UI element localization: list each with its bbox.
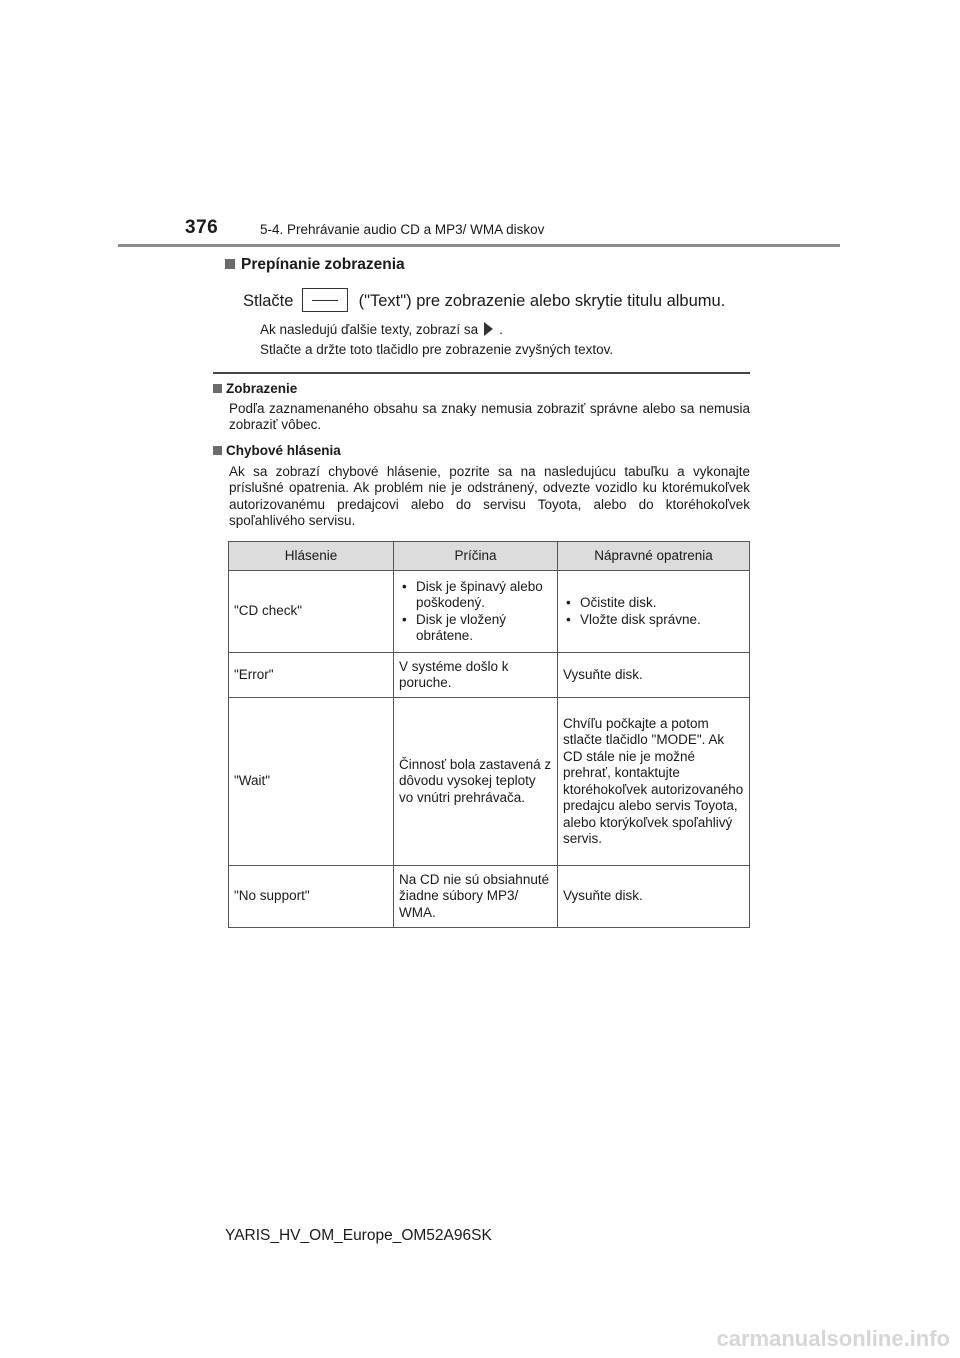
heading-display-text: Zobrazenie [226, 381, 298, 396]
cell-message: "Error" [229, 653, 394, 698]
note-line-1-after: . [499, 322, 503, 337]
cell-cause [394, 571, 558, 653]
header-remedy: Nápravné opatrenia [558, 542, 750, 571]
list-item: • Vložte disk správne. [563, 612, 744, 629]
note-line-2: Stlačte a držte toto tlačidlo pre zobrazenie zvyšných textov. [260, 342, 614, 357]
cell-remedy [558, 571, 750, 653]
cell-message: "Wait" [229, 698, 394, 866]
press-instruction [243, 288, 725, 312]
square-bullet-icon [213, 446, 222, 455]
note-line-1-before: Ak nasledujú ďalšie texty, zobrazí sa [260, 322, 479, 337]
cell-remedy: Vysuňte disk. [558, 866, 750, 928]
list-item: • Disk je vložený obrátene. [399, 612, 552, 645]
list-item: • Očistite disk. [563, 595, 744, 612]
triangle-right-icon [484, 322, 493, 336]
display-paragraph: Podľa zaznamenaného obsahu sa znaky nemusia zobraziť správne alebo sa nemusia zobraziť vôbec. [229, 401, 750, 433]
cell-message: "CD check" [229, 571, 394, 653]
header-rule [118, 244, 840, 247]
table-row [229, 698, 750, 866]
list-item: • Disk je špinavý alebo poškodený. [399, 579, 552, 612]
section-divider [213, 372, 750, 374]
text-button-icon [302, 288, 348, 312]
table-row [229, 571, 750, 653]
cell-cause: Činnosť bola zastavená z dôvodu vysokej teploty vo vnútri prehrávača. [394, 698, 558, 866]
header-message: Hlásenie [229, 542, 394, 571]
table-header-row [229, 542, 750, 571]
heading-display-switch-text: Prepínanie zobrazenia [241, 256, 405, 273]
heading-display [213, 381, 297, 396]
section-title: 5-4. Prehrávanie audio CD a MP3/ WMA diskov [260, 222, 545, 237]
header-cause: Príčina [394, 542, 558, 571]
cell-cause: Na CD nie sú obsiahnuté žiadne súbory MP3/ WMA. [394, 866, 558, 928]
note-line-1 [260, 322, 503, 337]
square-bullet-icon [213, 384, 222, 393]
square-bullet-icon [225, 259, 235, 269]
table-row [229, 866, 750, 928]
cell-cause: V systéme došlo k poruche. [394, 653, 558, 698]
heading-errors [213, 443, 341, 458]
press-before: Stlačte [243, 292, 294, 310]
heading-display-switch [225, 256, 405, 274]
cell-message: "No support" [229, 866, 394, 928]
page-number: 376 [185, 217, 219, 238]
cell-remedy: Vysuňte disk. [558, 653, 750, 698]
error-table [228, 541, 750, 928]
errors-paragraph: Ak sa zobrazí chybové hlásenie, pozrite sa na nasledujúcu tabuľku a vykonajte príslušné opatrenia. Ak problém nie je odstránený, odvezte vozidlo ku ktorémukoľvek autorizovanému predajcovi alebo do servisu Toyota, alebo do ktoréhokoľvek spoľahlivého servisu. [229, 464, 750, 528]
cell-remedy: Chvíľu počkajte a potom stlačte tlačidlo "MODE". Ak CD stále nie je možné prehrať, kontaktujte ktoréhokoľvek autorizovaného predajcu alebo servis Toyota, alebo ktorýkoľvek spoľahlivý servis. [558, 698, 750, 866]
press-after: ("Text") pre zobrazenie alebo skrytie titulu albumu. [358, 292, 726, 310]
heading-errors-text: Chybové hlásenia [226, 443, 341, 458]
footer-document-code: YARIS_HV_OM_Europe_OM52A96SK [225, 1227, 492, 1244]
watermark: carmanualsonline.info [716, 1326, 950, 1351]
table-row [229, 653, 750, 698]
